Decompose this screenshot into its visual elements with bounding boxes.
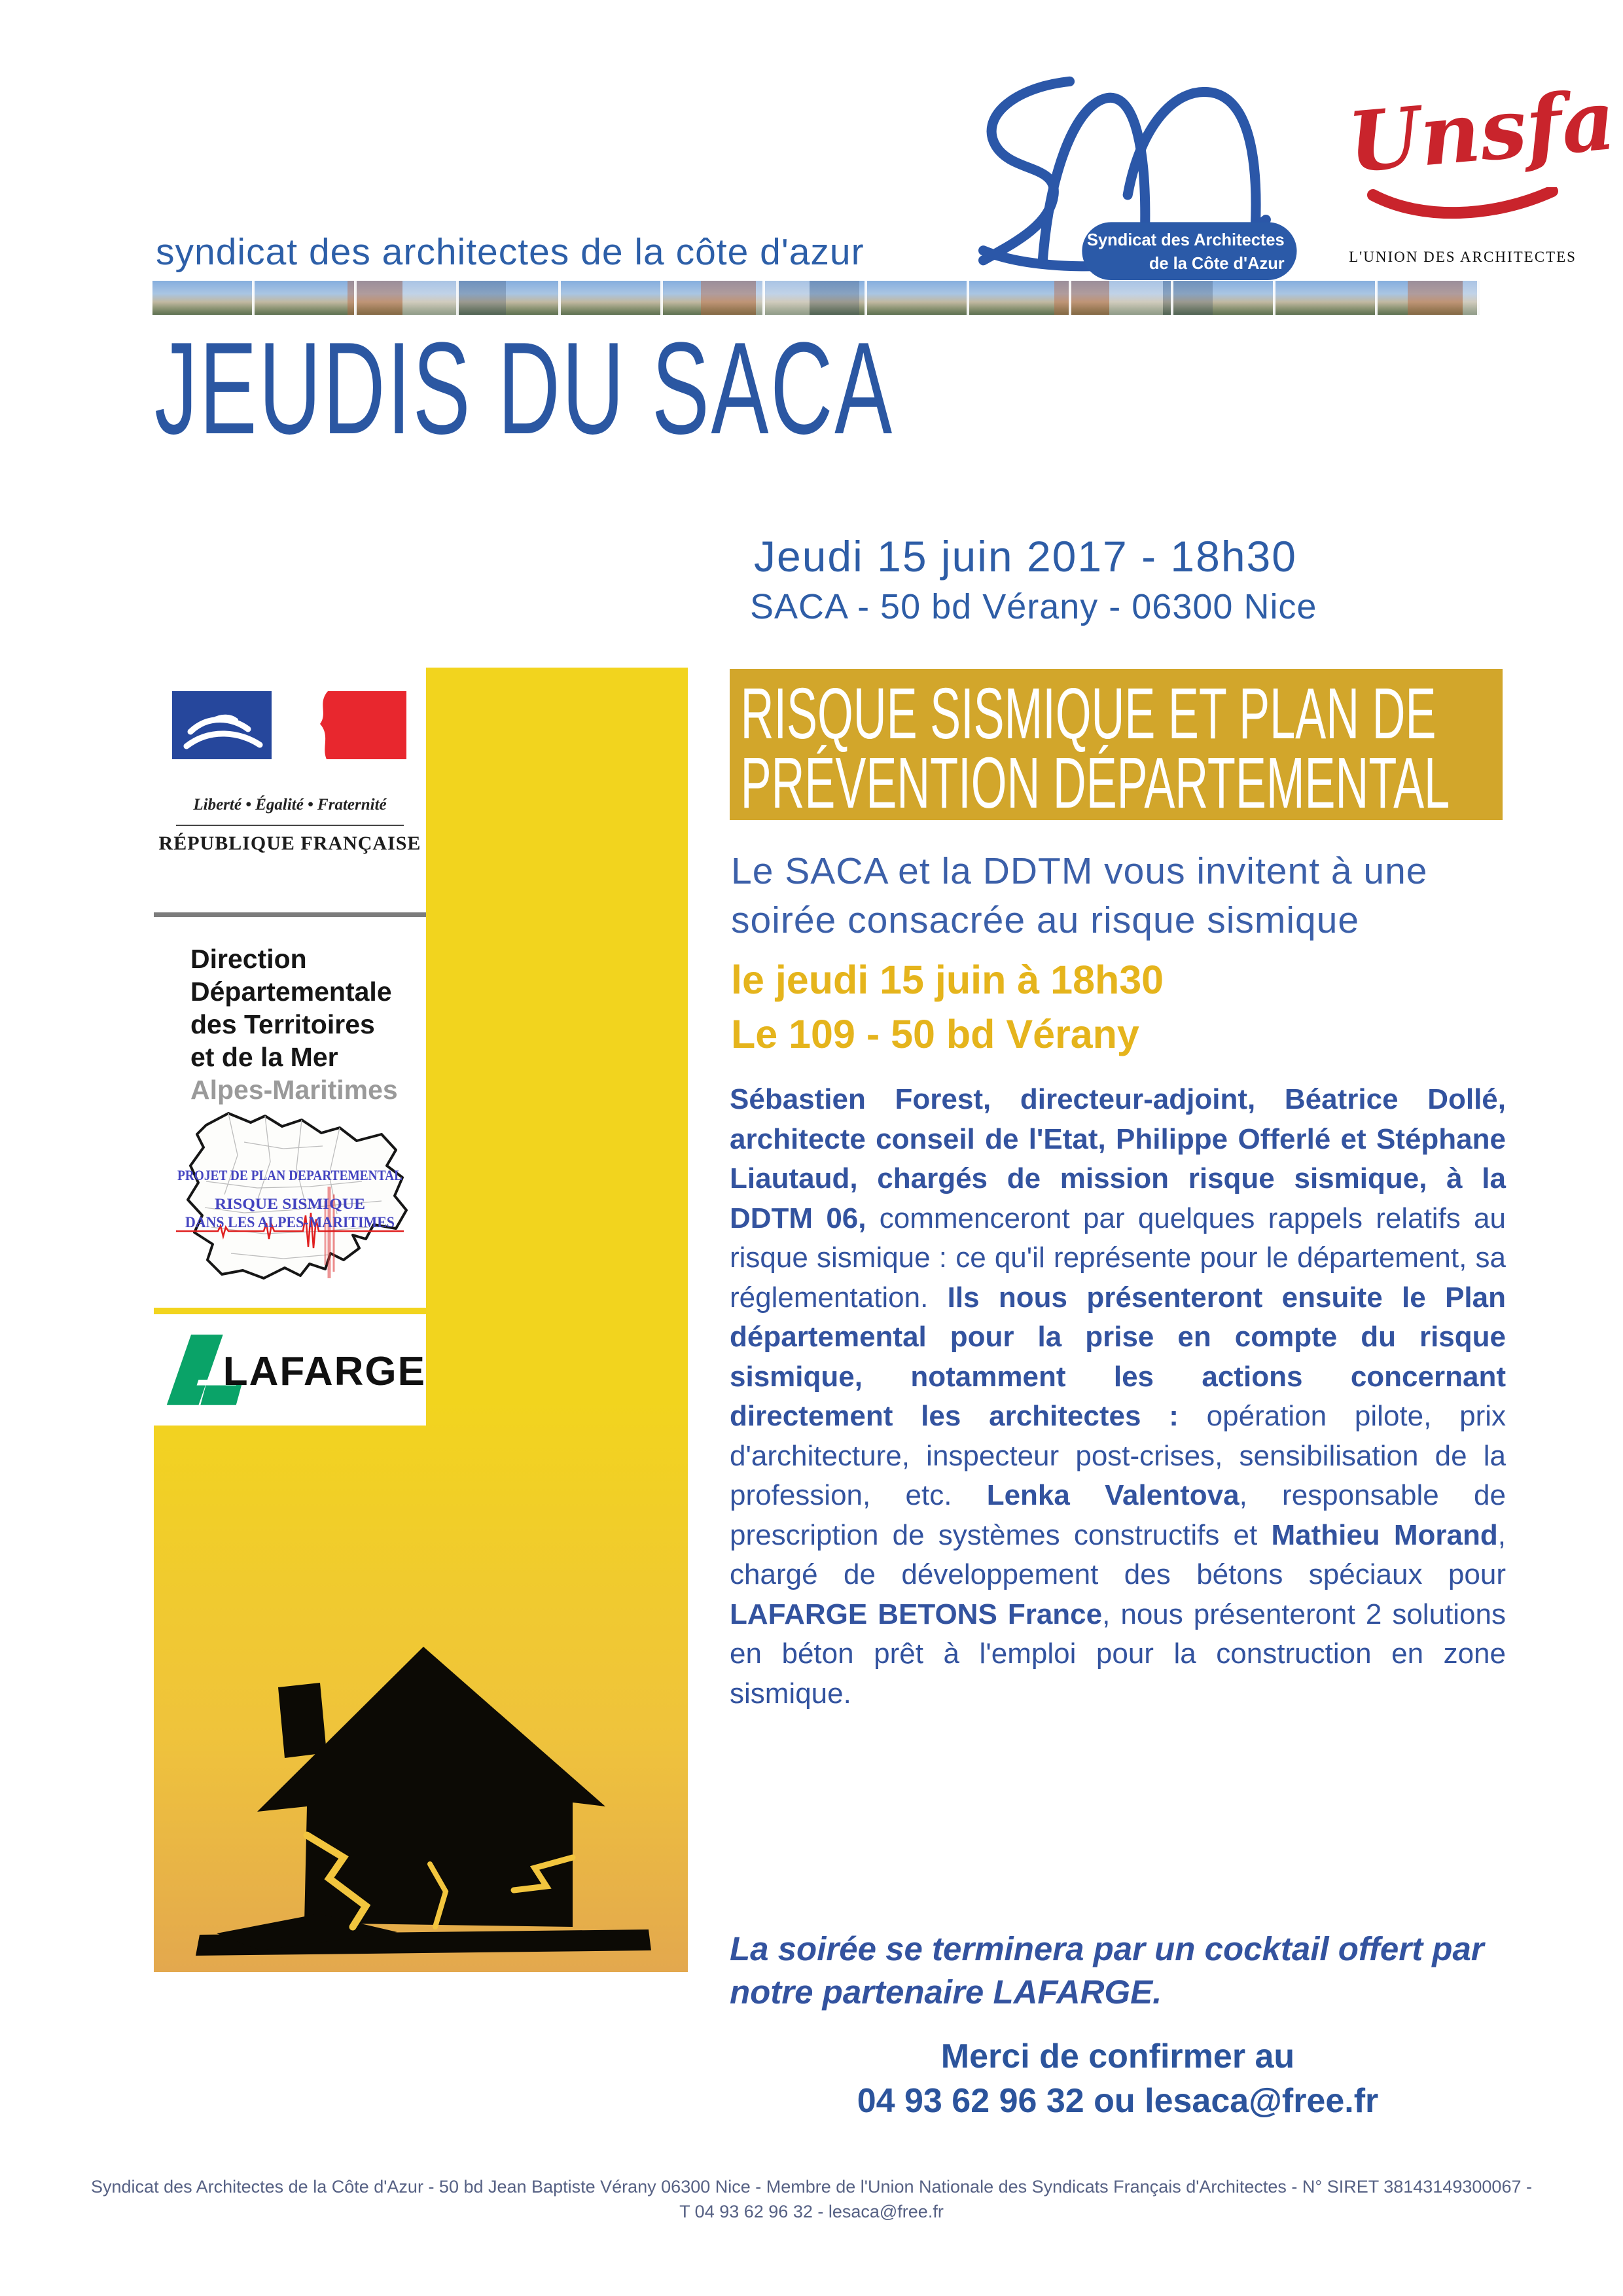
p3-text-2: , chargé de développement des bétons spéciaux pour (730, 1518, 1506, 1590)
rf-republic: RÉPUBLIQUE FRANÇAISE (158, 833, 421, 854)
map-title-line2: RISQUE SISMIQUE (215, 1196, 365, 1212)
rf-motto: Liberté • Égalité • Fraternité (193, 796, 387, 814)
footer-line2: T 04 93 62 96 32 - lesaca@free.fr (679, 2202, 944, 2221)
event-venue: SACA - 50 bd Vérany - 06300 Nice (750, 587, 1317, 626)
headline-banner (730, 669, 1503, 823)
unsfa-swoosh-icon (1364, 187, 1560, 226)
banner-line1: RISQUE SISMIQUE ET PLAN DE (740, 673, 1436, 754)
unsfa-caption: L'UNION DES ARCHITECTES (1349, 249, 1577, 265)
intro-line1: Le SACA et la DDTM vous invitent à une (731, 850, 1428, 892)
banner-line2: PRÉVENTION DÉPARTEMENTAL (740, 743, 1450, 823)
banner-text (730, 669, 1450, 823)
cracked-house-icon (181, 1641, 669, 1964)
speakers-ddtm: Sébastien Forest, directeur-adjoint, Béatrice Dollé, architecte conseil de l'Etat, Philippe Offerlé et Stéphane Liautaud, chargés de mission risque sismique, à la DDTM 06, (730, 1083, 1506, 1234)
intro-text (731, 847, 1510, 945)
ddtm-line: et de la Mer (190, 1042, 338, 1072)
ddtm-name (190, 942, 398, 1106)
speaker-mathieu: Mathieu Morand (1271, 1518, 1498, 1551)
lafarge-wordmark: LAFARGE (223, 1348, 426, 1394)
marianne-flag-icon (172, 691, 408, 789)
confirm-block (730, 2034, 1506, 2123)
panel-divider (154, 912, 426, 917)
plan-presentation: Ils nous présenteront ensuite le Plan départemental pour la prise en compte du risque sismique, notamment les actions concernant directement les architectes : (730, 1281, 1506, 1432)
event-date: Jeudi 15 juin 2017 - 18h30 (754, 532, 1297, 581)
lafarge-panel (154, 1314, 426, 1426)
footer (0, 2174, 1623, 2224)
footer-line1: Syndicat des Architectes de la Côte d'Azur - 50 bd Jean Baptiste Vérany 06300 Nice - Membre de l'Union Nationale des Syndicats Français d'Architectes - N° SIRET 38143149300067 - (91, 2177, 1532, 2197)
ddtm-line: des Territoires (190, 1009, 375, 1039)
ddtm-region: Alpes-Maritimes (190, 1075, 398, 1105)
unsfa-wordmark: Unsfa (1344, 71, 1619, 191)
ddtm-line: Départementale (190, 977, 392, 1007)
map-title-line1: PROJET DE PLAN DEPARTEMENTAL (177, 1167, 402, 1183)
architecture-photo-strip (152, 281, 1480, 315)
lafarge-betons: LAFARGE BETONS France (730, 1598, 1103, 1630)
p3-text-3: , nous présenteront 2 solutions en béton prêt à l'emploi pour la construction en zone sismique. (730, 1598, 1506, 1710)
body-paragraphs (730, 1080, 1506, 1713)
saca-badge-line1: Le Syndicat des Architectes (1063, 231, 1285, 250)
unsfa-logo (1344, 71, 1619, 287)
page-title: JEUDIS DU SACA (154, 315, 894, 461)
event-when: le jeudi 15 juin à 18h30 (731, 958, 1164, 1002)
p2-text: opération pilote, prix d'architecture, inspecteur post-crises, sensibilisation de la profession, etc. (730, 1400, 1506, 1511)
rf-underline (176, 825, 404, 826)
saca-logo (933, 64, 1315, 280)
seismic-map (166, 1101, 414, 1301)
p1-text: commenceront par quelques rappels relatifs au risque sismique : ce qu'il représente pour le département, sa réglementation. (730, 1202, 1506, 1314)
header-tagline: syndicat des architectes de la côte d'azur (156, 231, 865, 273)
confirm-heading: Merci de confirmer au (940, 2037, 1295, 2075)
confirm-contact: 04 93 62 96 32 ou lesaca@free.fr (857, 2082, 1379, 2120)
p3-text-1: , responsable de prescription de systèmes constructifs et (730, 1479, 1506, 1551)
intro-line2: soirée consacrée au risque sismique (731, 899, 1360, 941)
french-republic-panel (154, 668, 426, 1308)
event-where: Le 109 - 50 bd Vérany (731, 1012, 1139, 1056)
saca-badge-line2: de la Côte d'Azur (1149, 255, 1285, 274)
speaker-lenka: Lenka Valentova (986, 1479, 1240, 1511)
map-title-line3: DANS LES ALPES-MARITIMES (185, 1214, 395, 1230)
yellow-sidebar (154, 668, 688, 1972)
closing-note: La soirée se terminera par un cocktail offert par notre partenaire LAFARGE. (730, 1930, 1484, 2011)
ddtm-line: Direction (190, 944, 307, 974)
